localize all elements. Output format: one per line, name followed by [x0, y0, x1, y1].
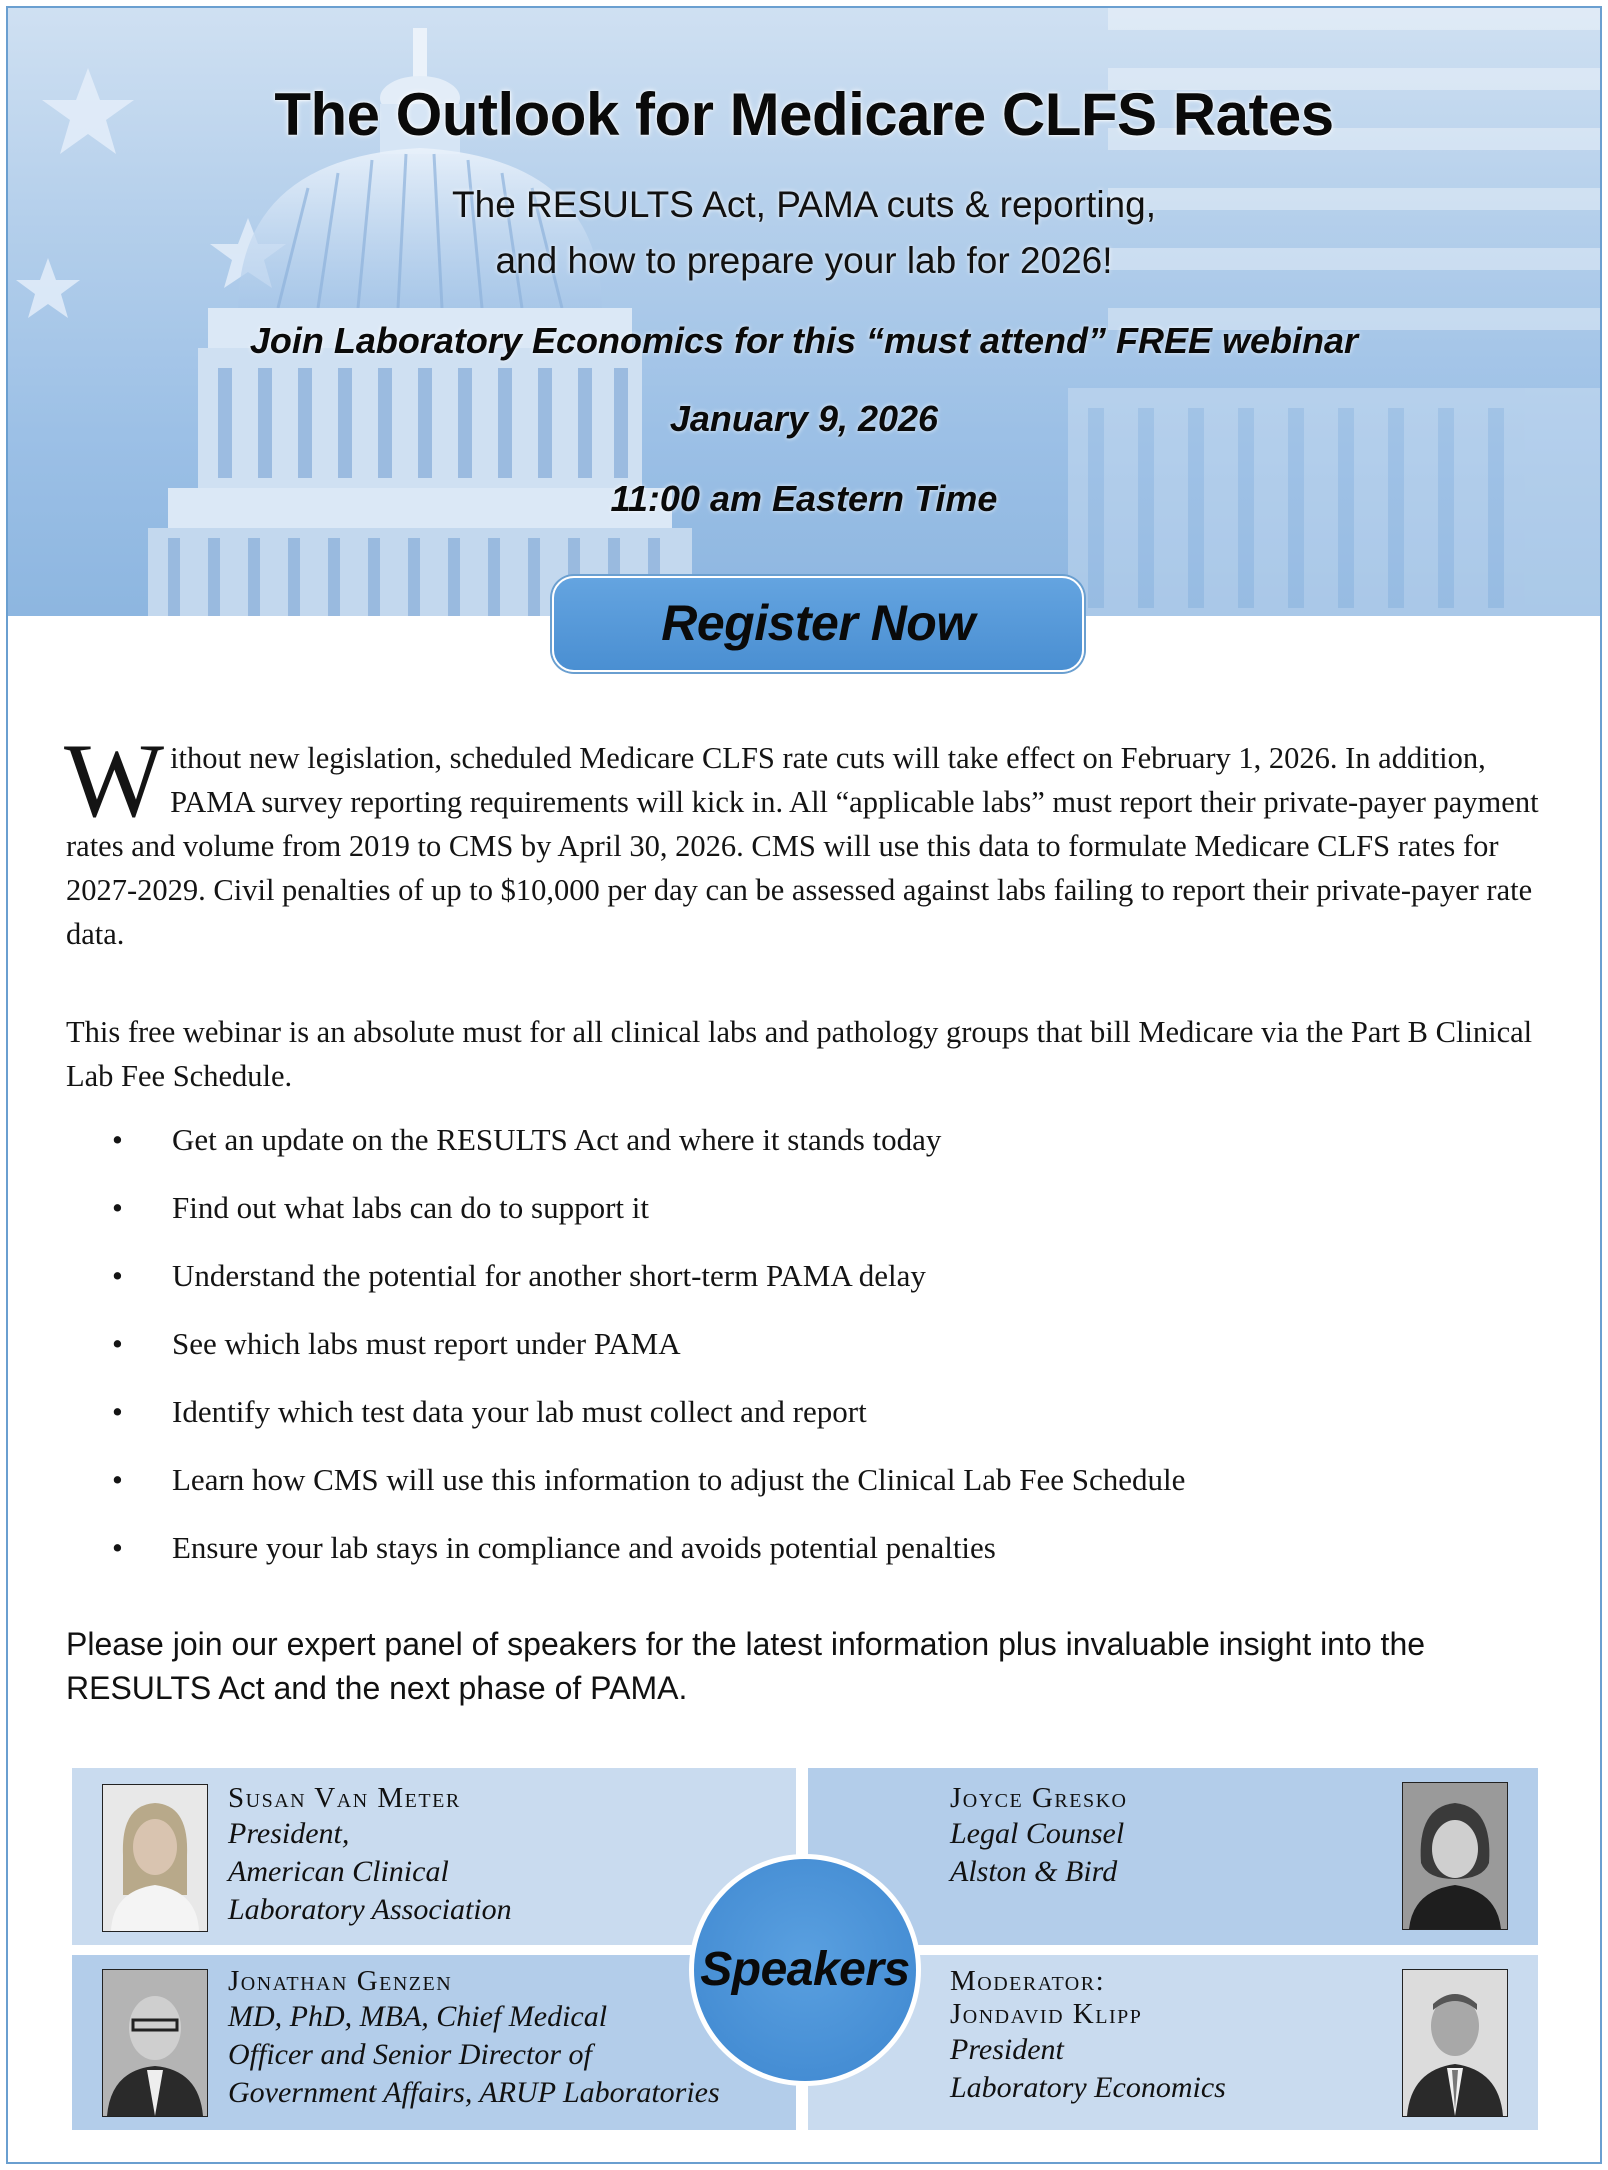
bullet-icon: • — [112, 1190, 123, 1225]
hero-banner — [8, 8, 1600, 616]
speaker-photo-jondavid-klipp — [1402, 1969, 1508, 2117]
bullet-icon: • — [112, 1122, 123, 1157]
speaker-name: Susan Van Meter — [228, 1782, 461, 1814]
audience-paragraph: This free webinar is an absolute must for all clinical labs and pathology groups that bill Medicare via the Part B Clinical Lab Fee Schedule. — [66, 1015, 1533, 1093]
speaker-photo-susan-van-meter — [102, 1784, 208, 1932]
intro-paragraph — [64, 722, 1546, 956]
subtitle-line-1: The RESULTS Act, PAMA cuts & reporting, — [452, 184, 1156, 225]
speaker-photo-joyce-gresko — [1402, 1782, 1508, 1930]
portrait-icon — [1403, 1970, 1507, 2116]
speaker-role-line: Officer and Senior Director of — [228, 2038, 592, 2071]
moderator-label: Moderator: — [950, 1965, 1106, 1997]
portrait-icon — [1403, 1783, 1507, 1929]
page-title: The Outlook for Medicare CLFS Rates — [274, 81, 1334, 148]
speaker-name: Jondavid Klipp — [950, 1998, 1143, 2030]
list-item: • Understand the potential for another short-term PAMA delay — [112, 1258, 926, 1293]
speaker-card-joyce-gresko — [808, 1768, 1538, 1945]
speaker-role-line: MD, PhD, MBA, Chief Medical — [228, 2000, 608, 2033]
list-item: • See which labs must report under PAMA — [112, 1326, 681, 1361]
speakers-badge: Speakers — [689, 1854, 921, 2086]
list-item: • Get an update on the RESULTS Act and where it stands today — [112, 1122, 942, 1157]
webinar-time: 11:00 am Eastern Time — [610, 478, 998, 519]
webinar-date: January 9, 2026 — [669, 398, 939, 439]
intro-paragraph-text: ithout new legislation, scheduled Medicare CLFS rate cuts will take effect on February 1, 2026. In addition, PAMA survey reporting requirements will kick in. All “applicable labs” must report their private-payer payment rates and volume from 2019 to CMS by April 30, 2026. CMS will use this data to formulate Medicare CLFS rates for 2027-2029. Civil penalties of up to $10,000 per day can be assessed against labs failing to report their private-payer rate data. — [66, 741, 1539, 951]
webinar-invite: Join Laboratory Economics for this “must attend” FREE webinar — [249, 320, 1359, 361]
bullet-icon: • — [112, 1530, 123, 1565]
speaker-role-line: Laboratory Association — [228, 1893, 512, 1926]
speaker-name: Joyce Gresko — [950, 1782, 1128, 1814]
bullet-icon: • — [112, 1394, 123, 1429]
portrait-icon — [103, 1970, 207, 2116]
list-item: • Find out what labs can do to support it — [112, 1190, 650, 1225]
speaker-role-line: Government Affairs, ARUP Laboratories — [228, 2076, 720, 2109]
speaker-role-line: Alston & Bird — [950, 1855, 1118, 1888]
subtitle-line-2: and how to prepare your lab for 2026! — [495, 240, 1113, 281]
speaker-role-line: American Clinical — [228, 1855, 449, 1888]
speaker-photo-jonathan-genzen — [102, 1969, 208, 2117]
bullet-icon: • — [112, 1258, 123, 1293]
list-item: • Learn how CMS will use this information to adjust the Clinical Lab Fee Schedule — [112, 1462, 1186, 1497]
closing-statement: Please join our expert panel of speakers for the latest information plus invaluable insight into the RESULTS Act and the next phase of PAMA. — [66, 1626, 1426, 1706]
drop-cap: W — [64, 722, 165, 839]
register-now-button[interactable]: Register Now — [552, 576, 1084, 672]
speaker-role-line: President, — [228, 1817, 350, 1850]
benefits-list — [112, 1122, 1552, 1598]
speaker-card-jonathan-genzen — [72, 1955, 796, 2130]
speaker-role-line: Laboratory Economics — [950, 2071, 1226, 2104]
speaker-name: Jonathan Genzen — [228, 1965, 453, 1997]
bullet-icon: • — [112, 1326, 123, 1361]
portrait-icon — [103, 1785, 207, 1931]
speaker-card-susan-van-meter — [72, 1768, 796, 1945]
bullet-icon: • — [112, 1462, 123, 1497]
list-item: • Identify which test data your lab must collect and report — [112, 1394, 867, 1429]
speaker-role-line: Legal Counsel — [950, 1817, 1125, 1850]
list-item: • Ensure your lab stays in compliance and avoids potential penalties — [112, 1530, 996, 1565]
speaker-role-line: President — [950, 2033, 1064, 2066]
